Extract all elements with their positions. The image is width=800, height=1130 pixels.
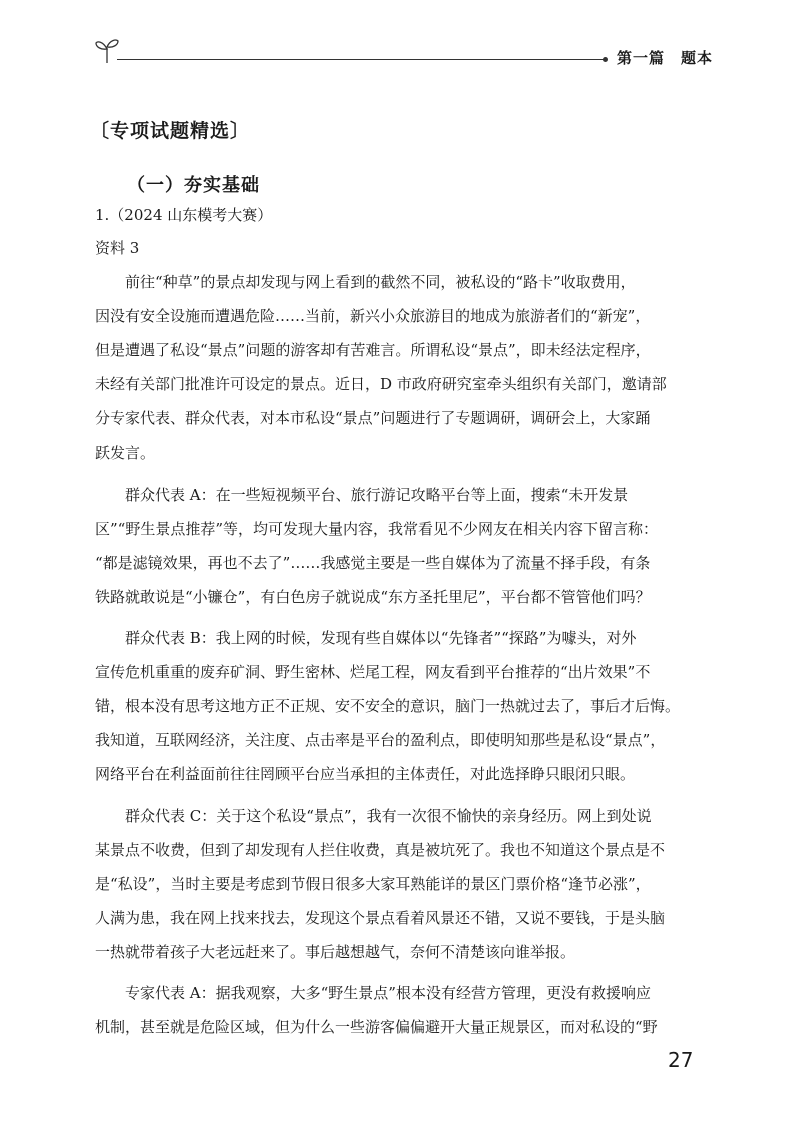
- body-line: 某景点不收费，但到了却发现有人拦住收费，真是被坑死了。我也不知道这个景点是不: [95, 841, 666, 859]
- subsection-heading: （一）夯实基础: [127, 175, 260, 196]
- body-line: 但是遭遇了私设“景点”问题的游客却有苦难言。所谓私设“景点”，即未经法定程序，: [95, 341, 651, 359]
- body-line: 群众代表 B：我上网的时候，发现有些自媒体以“先锋者”“探路”为噱头，对外: [95, 629, 637, 647]
- body-line: 前往“种草”的景点却发现与网上看到的截然不同，被私设的“路卡”收取费用，: [95, 273, 636, 291]
- body-line: 宣传危机重重的废弃矿洞、野生密林、烂尾工程，网友看到平台推荐的“出片效果”不: [95, 663, 651, 681]
- body-line: 跃发言。: [95, 444, 156, 462]
- running-header: [95, 38, 714, 68]
- sprout-icon: [95, 38, 119, 64]
- body-line: 是“私设”，当时主要是考虑到节假日很多大家耳熟能详的景区门票价格“逢节必涨”，: [95, 875, 651, 893]
- body-line: 机制，甚至就是危险区域，但为什么一些游客偏偏避开大量正规景区，而对私设的“野: [95, 1018, 658, 1036]
- question-label: 1.（2024 山东模考大赛）: [95, 206, 273, 224]
- body-line: 一热就带着孩子大老远赶来了。事后越想越气，奈何不清楚该向谁举报。: [95, 943, 576, 961]
- body-line: 人满为患，我在网上找来找去，发现这个景点看着风景还不错，又说不要钱，于是头脑: [95, 909, 666, 927]
- body-line: 分专家代表、群众代表，对本市私设“景点”问题进行了专题调研，调研会上，大家踊: [95, 409, 651, 427]
- body-line: 未经有关部门批准许可设定的景点。近日，D 市政府研究室牵头组织有关部门，邀请部: [95, 375, 667, 393]
- header-rule-dot: [603, 57, 608, 62]
- page-number: 27: [668, 1048, 694, 1072]
- body-line: 群众代表 C：关于这个私设“景点”，我有一次很不愉快的亲身经历。网上到处说: [95, 807, 652, 825]
- body-line: 网络平台在利益面前往往罔顾平台应当承担的主体责任，对此选择睁只眼闭只眼。: [95, 765, 636, 783]
- body-line: 错，根本没有思考这地方正不正规、安不安全的意识，脑门一热就过去了，事后才后悔。: [95, 697, 681, 715]
- body-line: 群众代表 A：在一些短视频平台、旅行游记攻略平台等上面，搜索“未开发景: [95, 486, 629, 504]
- body-line: “都是滤镜效果，再也不去了”……我感觉主要是一些自媒体为了流量不择手段，有条: [95, 554, 651, 572]
- body-line: 区”“野生景点推荐”等，均可发现大量内容，我常看见不少网友在相关内容下留言称：: [95, 520, 659, 538]
- body-line: 因没有安全设施而遭遇危险……当前，新兴小众旅游目的地成为旅游者们的“新宠”，: [95, 307, 651, 325]
- header-title: 第一篇 题本: [617, 49, 714, 67]
- section-heading: 〔专项试题精选〕: [90, 120, 251, 142]
- header-rule: [117, 59, 605, 60]
- body-line: 专家代表 A：据我观察，大多“野生景点”根本没有经营方管理，更没有救援响应: [95, 984, 651, 1002]
- body-line: 我知道，互联网经济，关注度、点击率是平台的盈利点，即使明知那些是私设“景点”，: [95, 731, 666, 749]
- material-label: 资料 3: [95, 239, 140, 257]
- body-line: 铁路就敢说是“小镰仓”，有白色房子就说成“东方圣托里尼”，平台都不管管他们吗？: [95, 588, 651, 606]
